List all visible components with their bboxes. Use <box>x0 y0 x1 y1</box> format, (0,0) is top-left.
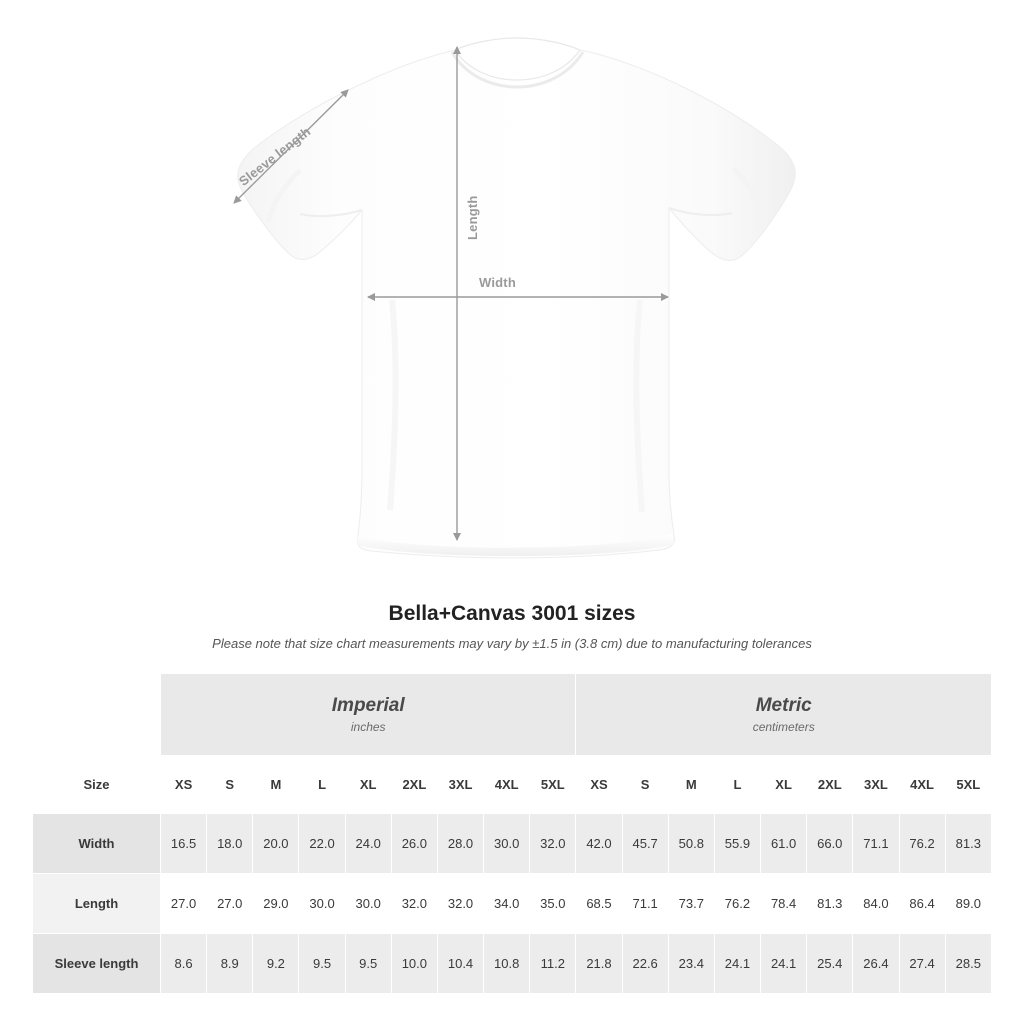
cell-sleeve-metric-l: 24.1 <box>714 934 760 994</box>
cell-length-metric-xl: 78.4 <box>761 874 807 934</box>
cell-length-metric-m: 73.7 <box>668 874 714 934</box>
size-header-imperial-m: M <box>253 756 299 814</box>
cell-sleeve-imperial-m: 9.2 <box>253 934 299 994</box>
cell-width-metric-xs: 42.0 <box>576 814 622 874</box>
cell-sleeve-metric-xl: 24.1 <box>761 934 807 994</box>
unit-header-imperial <box>161 674 576 756</box>
cell-length-imperial-5xl: 35.0 <box>530 874 576 934</box>
units-row <box>33 674 992 756</box>
title-block <box>0 602 1024 651</box>
cell-sleeve-metric-5xl: 28.5 <box>945 934 991 994</box>
cell-length-imperial-m: 29.0 <box>253 874 299 934</box>
cell-width-metric-4xl: 76.2 <box>899 814 945 874</box>
unit-sub-metric: centimeters <box>752 720 815 735</box>
table-row <box>33 874 992 934</box>
size-header-metric-4xl: 4XL <box>899 756 945 814</box>
cell-length-imperial-l: 30.0 <box>299 874 345 934</box>
cell-sleeve-imperial-s: 8.9 <box>207 934 253 994</box>
cell-width-imperial-m: 20.0 <box>253 814 299 874</box>
cell-sleeve-metric-s: 22.6 <box>622 934 668 994</box>
row-label-sleeve-length: Sleeve length <box>33 934 161 994</box>
page-title: Bella+Canvas 3001 sizes <box>388 602 636 625</box>
cell-length-imperial-2xl: 32.0 <box>391 874 437 934</box>
size-header-metric-2xl: 2XL <box>807 756 853 814</box>
cell-sleeve-metric-m: 23.4 <box>668 934 714 994</box>
cell-sleeve-imperial-3xl: 10.4 <box>437 934 483 994</box>
cell-sleeve-imperial-l: 9.5 <box>299 934 345 994</box>
cell-width-imperial-3xl: 28.0 <box>437 814 483 874</box>
size-header-metric-xl: XL <box>761 756 807 814</box>
cell-width-metric-l: 55.9 <box>714 814 760 874</box>
size-header-imperial-2xl: 2XL <box>391 756 437 814</box>
cell-length-imperial-xs: 27.0 <box>161 874 207 934</box>
width-label: Width <box>479 275 516 290</box>
cell-length-imperial-4xl: 34.0 <box>484 874 530 934</box>
cell-sleeve-imperial-xs: 8.6 <box>161 934 207 994</box>
table-corner <box>33 674 161 756</box>
size-header-imperial-l: L <box>299 756 345 814</box>
cell-sleeve-imperial-xl: 9.5 <box>345 934 391 994</box>
size-header-metric-l: L <box>714 756 760 814</box>
cell-width-imperial-l: 22.0 <box>299 814 345 874</box>
cell-length-imperial-3xl: 32.0 <box>437 874 483 934</box>
cell-length-metric-4xl: 86.4 <box>899 874 945 934</box>
cell-length-metric-2xl: 81.3 <box>807 874 853 934</box>
row-label-length: Length <box>33 874 161 934</box>
size-header-row <box>33 756 992 814</box>
cell-length-metric-xs: 68.5 <box>576 874 622 934</box>
unit-sub-imperial: inches <box>350 720 386 735</box>
cell-width-metric-3xl: 71.1 <box>853 814 899 874</box>
size-label-cell: Size <box>33 756 161 814</box>
cell-sleeve-metric-2xl: 25.4 <box>807 934 853 994</box>
cell-width-imperial-5xl: 32.0 <box>530 814 576 874</box>
cell-width-imperial-4xl: 30.0 <box>484 814 530 874</box>
size-header-metric-xs: XS <box>576 756 622 814</box>
sleeve-length-label: Sleeve length <box>236 123 314 189</box>
cell-length-metric-5xl: 89.0 <box>945 874 991 934</box>
cell-width-metric-m: 50.8 <box>668 814 714 874</box>
cell-width-metric-2xl: 66.0 <box>807 814 853 874</box>
table-row <box>33 934 992 994</box>
unit-header-metric <box>576 674 992 756</box>
size-header-metric-s: S <box>622 756 668 814</box>
unit-name-metric: Metric <box>755 694 812 716</box>
cell-length-metric-3xl: 84.0 <box>853 874 899 934</box>
cell-width-metric-xl: 61.0 <box>761 814 807 874</box>
cell-sleeve-metric-xs: 21.8 <box>576 934 622 994</box>
cell-sleeve-imperial-4xl: 10.8 <box>484 934 530 994</box>
row-label-width: Width <box>33 814 161 874</box>
tolerance-note: Please note that size chart measurements may vary by ±1.5 in (3.8 cm) due to manufacturing tolerances <box>212 636 812 651</box>
cell-sleeve-imperial-2xl: 10.0 <box>391 934 437 994</box>
cell-sleeve-imperial-5xl: 11.2 <box>530 934 576 994</box>
size-header-imperial-5xl: 5XL <box>530 756 576 814</box>
cell-width-metric-5xl: 81.3 <box>945 814 991 874</box>
size-table-wrapper <box>32 673 992 994</box>
cell-width-imperial-2xl: 26.0 <box>391 814 437 874</box>
cell-width-imperial-xs: 16.5 <box>161 814 207 874</box>
size-header-metric-m: M <box>668 756 714 814</box>
size-header-imperial-xl: XL <box>345 756 391 814</box>
cell-width-imperial-s: 18.0 <box>207 814 253 874</box>
size-header-metric-3xl: 3XL <box>853 756 899 814</box>
cell-length-metric-s: 71.1 <box>622 874 668 934</box>
cell-width-imperial-xl: 24.0 <box>345 814 391 874</box>
size-header-metric-5xl: 5XL <box>945 756 991 814</box>
table-row <box>33 814 992 874</box>
size-header-imperial-xs: XS <box>161 756 207 814</box>
cell-sleeve-metric-4xl: 27.4 <box>899 934 945 994</box>
cell-length-metric-l: 76.2 <box>714 874 760 934</box>
cell-length-imperial-xl: 30.0 <box>345 874 391 934</box>
cell-length-imperial-s: 27.0 <box>207 874 253 934</box>
cell-width-metric-s: 45.7 <box>622 814 668 874</box>
size-table <box>32 673 992 994</box>
size-header-imperial-3xl: 3XL <box>437 756 483 814</box>
length-label: Length <box>465 195 480 240</box>
size-header-imperial-s: S <box>207 756 253 814</box>
unit-name-imperial: Imperial <box>331 694 405 716</box>
size-header-imperial-4xl: 4XL <box>484 756 530 814</box>
cell-sleeve-metric-3xl: 26.4 <box>853 934 899 994</box>
